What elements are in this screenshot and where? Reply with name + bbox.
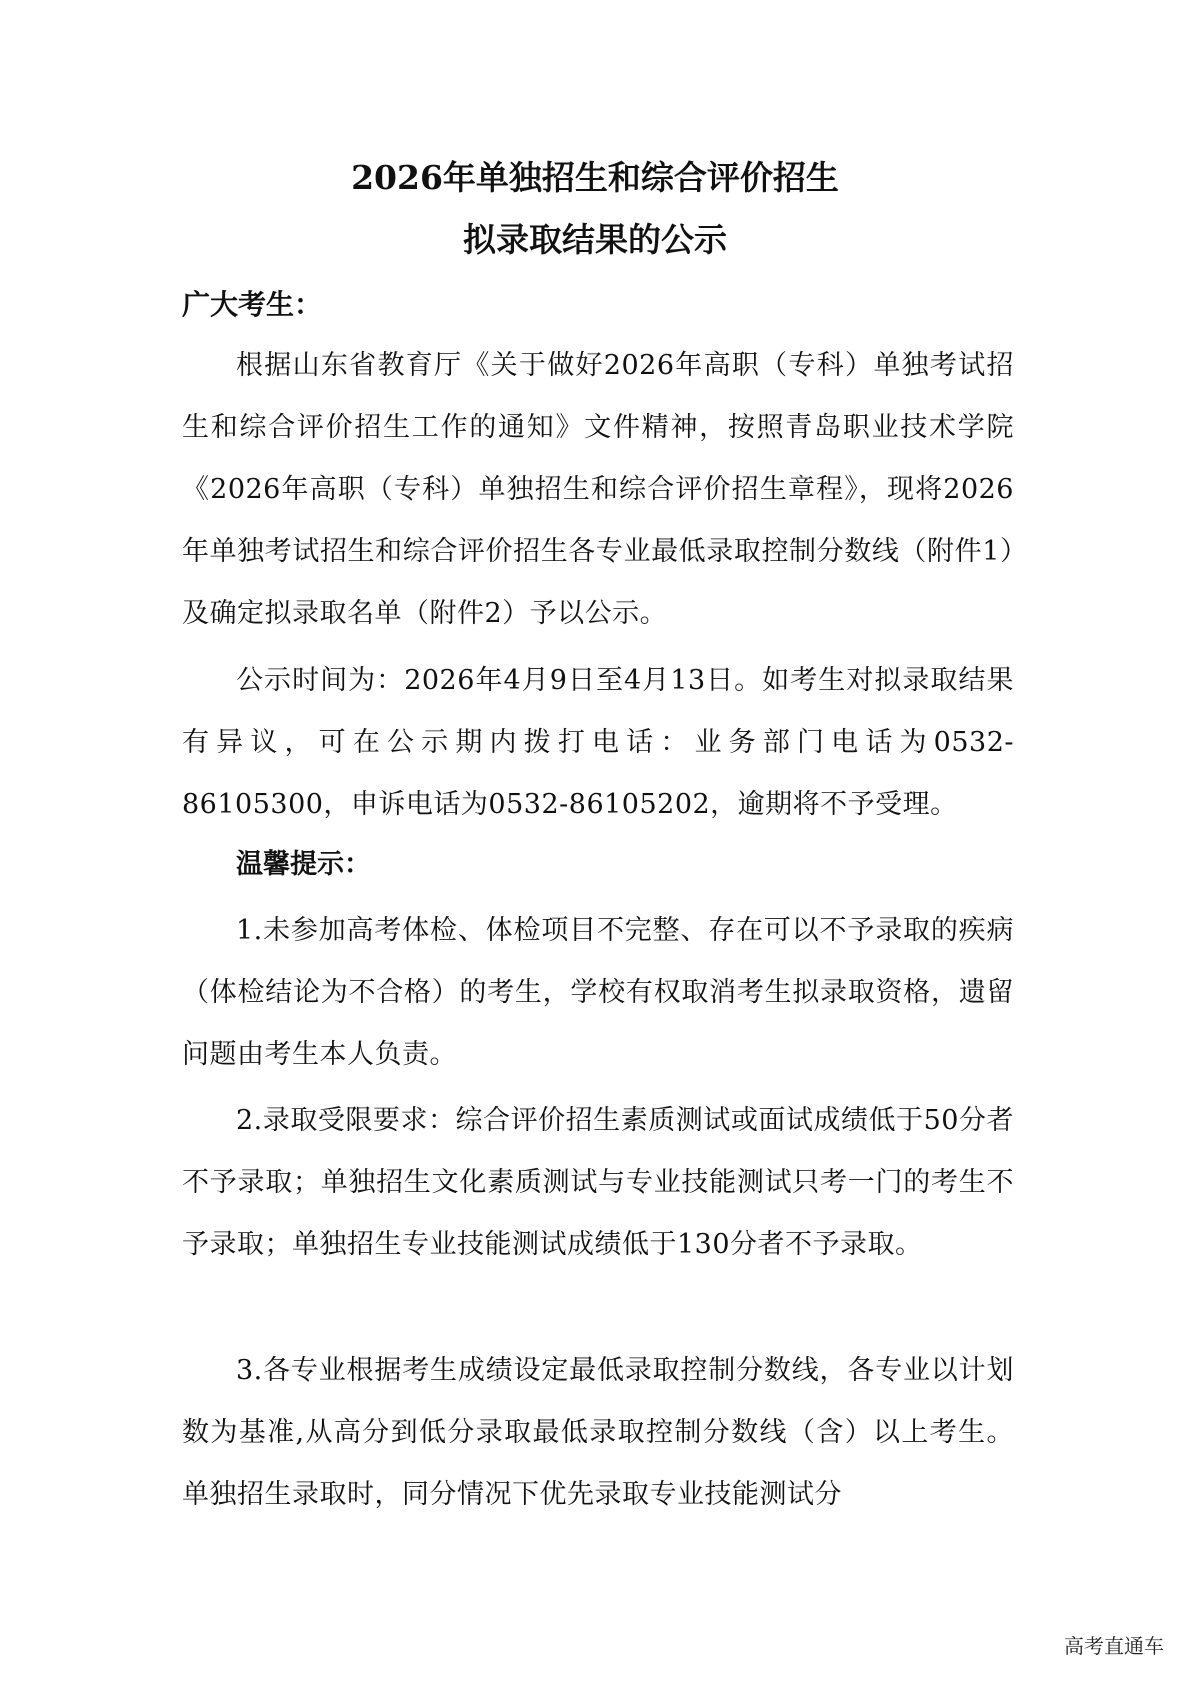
document-title-line2: 拟录取结果的公示	[463, 220, 727, 259]
tip-item-2: 2.录取受限要求：综合评价招生素质测试或面试成绩低于50分者不予录取；单独招生文化素质测试与专业技能测试只考一门的考生不予录取；单独招生专业技能测试成绩低于130分者不予录取。	[182, 1105, 1014, 1260]
paragraph-announcement-period: 公示时间为：2026年4月9日至4月13日。如考生对拟录取结果有异议，可在公示期内拨打电话：业务部门电话为0532-86105300，申诉电话为0532-86105202，逾期将不予受理。	[182, 665, 1014, 820]
paragraph-basis: 根据山东省教育厅《关于做好2026年高职（专科）单独考试招生和综合评价招生工作的通知》文件精神，按照青岛职业技术学院《2026年高职（专科）单独招生和综合评价招生章程》，现将2026年单独考试招生和综合评价招生各专业最低录取控制分数线（附件1）及确定拟录取名单（附件2）予以公示。	[182, 350, 1014, 629]
salutation: 广大考生：	[182, 288, 323, 321]
source-watermark: 高考直通车	[1064, 1636, 1164, 1658]
document-title-line1: 2026年单独招生和综合评价招生	[351, 158, 839, 197]
tip-item-1: 1.未参加高考体检、体检项目不完整、存在可以不予录取的疾病（体检结论为不合格）的考生，学校有权取消考生拟录取资格，遗留问题由考生本人负责。	[182, 915, 1014, 1070]
tip-item-3: 3.各专业根据考生成绩设定最低录取控制分数线，各专业以计划数为基准,从高分到低分录取最低录取控制分数线（含）以上考生。单独招生录取时，同分情况下优先录取专业技能测试分	[182, 1355, 1014, 1510]
tips-heading: 温馨提示：	[236, 849, 371, 880]
